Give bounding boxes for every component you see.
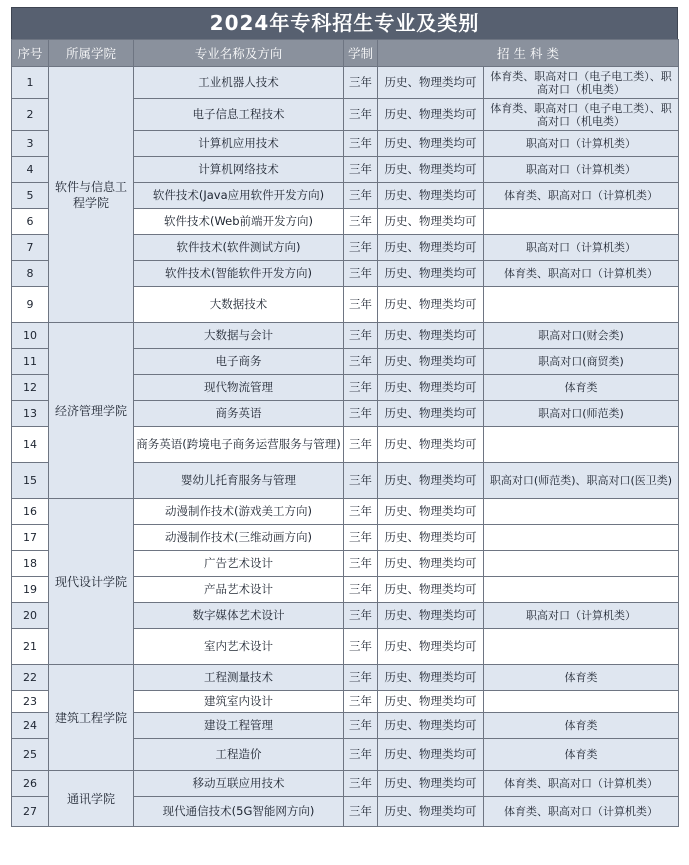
subject-type: 历史、物理类均可 <box>378 235 484 261</box>
row-number: 25 <box>12 739 49 771</box>
subject-type: 历史、物理类均可 <box>378 323 484 349</box>
row-number: 3 <box>12 131 49 157</box>
subject-type: 历史、物理类均可 <box>378 499 484 525</box>
major-name: 现代物流管理 <box>134 375 344 401</box>
major-name: 工程测量技术 <box>134 665 344 691</box>
table-row <box>12 665 679 691</box>
admission-category: 职高对口(师范类) <box>484 401 679 427</box>
admission-category <box>484 287 679 323</box>
major-name: 动漫制作技术(三维动画方向) <box>134 525 344 551</box>
subject-type: 历史、物理类均可 <box>378 713 484 739</box>
row-number: 13 <box>12 401 49 427</box>
header-dept: 所属学院 <box>49 40 134 67</box>
row-number: 19 <box>12 577 49 603</box>
row-number: 5 <box>12 183 49 209</box>
study-length: 三年 <box>344 551 378 577</box>
study-length: 三年 <box>344 349 378 375</box>
study-length: 三年 <box>344 261 378 287</box>
admission-category <box>484 499 679 525</box>
admission-category: 体育类、职高对口（计算机类） <box>484 183 679 209</box>
study-length: 三年 <box>344 525 378 551</box>
study-length: 三年 <box>344 797 378 827</box>
admission-category <box>484 427 679 463</box>
majors-table <box>11 39 679 827</box>
major-name: 大数据技术 <box>134 287 344 323</box>
row-number: 14 <box>12 427 49 463</box>
study-length: 三年 <box>344 463 378 499</box>
major-name: 室内艺术设计 <box>134 629 344 665</box>
admission-category: 职高对口(财会类) <box>484 323 679 349</box>
department-cell: 建筑工程学院 <box>49 665 134 771</box>
row-number: 22 <box>12 665 49 691</box>
row-number: 10 <box>12 323 49 349</box>
row-number: 15 <box>12 463 49 499</box>
row-number: 12 <box>12 375 49 401</box>
admission-category <box>484 209 679 235</box>
table-row <box>12 771 679 797</box>
major-name: 现代通信技术(5G智能网方向) <box>134 797 344 827</box>
study-length: 三年 <box>344 323 378 349</box>
row-number: 20 <box>12 603 49 629</box>
table-body <box>12 67 679 827</box>
admission-category: 体育类、职高对口（计算机类） <box>484 771 679 797</box>
admission-category: 体育类、职高对口（计算机类） <box>484 261 679 287</box>
major-name: 工程造价 <box>134 739 344 771</box>
study-length: 三年 <box>344 67 378 99</box>
admission-category: 职高对口（计算机类） <box>484 131 679 157</box>
row-number: 23 <box>12 691 49 713</box>
subject-type: 历史、物理类均可 <box>378 99 484 131</box>
subject-type: 历史、物理类均可 <box>378 349 484 375</box>
admission-category: 体育类、职高对口（计算机类） <box>484 797 679 827</box>
admission-category <box>484 691 679 713</box>
row-number: 6 <box>12 209 49 235</box>
study-length: 三年 <box>344 157 378 183</box>
subject-type: 历史、物理类均可 <box>378 603 484 629</box>
department-cell: 软件与信息工程学院 <box>49 67 134 323</box>
major-name: 计算机应用技术 <box>134 131 344 157</box>
study-length: 三年 <box>344 401 378 427</box>
header-no: 序号 <box>12 40 49 67</box>
row-number: 16 <box>12 499 49 525</box>
admission-category: 职高对口（计算机类） <box>484 235 679 261</box>
row-number: 17 <box>12 525 49 551</box>
subject-type: 历史、物理类均可 <box>378 401 484 427</box>
study-length: 三年 <box>344 771 378 797</box>
row-number: 2 <box>12 99 49 131</box>
subject-type: 历史、物理类均可 <box>378 551 484 577</box>
major-name: 商务英语 <box>134 401 344 427</box>
enrollment-table-panel <box>11 7 678 827</box>
table-row <box>12 323 679 349</box>
header-length: 学制 <box>344 40 378 67</box>
major-name: 建设工程管理 <box>134 713 344 739</box>
study-length: 三年 <box>344 629 378 665</box>
header-major: 专业名称及方向 <box>134 40 344 67</box>
row-number: 1 <box>12 67 49 99</box>
department-cell: 通讯学院 <box>49 771 134 827</box>
subject-type: 历史、物理类均可 <box>378 797 484 827</box>
admission-category: 体育类、职高对口（电子电工类）、职高对口（机电类） <box>484 99 679 131</box>
study-length: 三年 <box>344 235 378 261</box>
major-name: 软件技术(Web前端开发方向) <box>134 209 344 235</box>
study-length: 三年 <box>344 427 378 463</box>
row-number: 26 <box>12 771 49 797</box>
subject-type: 历史、物理类均可 <box>378 629 484 665</box>
row-number: 8 <box>12 261 49 287</box>
study-length: 三年 <box>344 287 378 323</box>
subject-type: 历史、物理类均可 <box>378 771 484 797</box>
major-name: 软件技术(智能软件开发方向) <box>134 261 344 287</box>
major-name: 婴幼儿托育服务与管理 <box>134 463 344 499</box>
subject-type: 历史、物理类均可 <box>378 67 484 99</box>
major-name: 工业机器人技术 <box>134 67 344 99</box>
major-name: 软件技术(Java应用软件开发方向) <box>134 183 344 209</box>
admission-category: 体育类 <box>484 713 679 739</box>
subject-type: 历史、物理类均可 <box>378 427 484 463</box>
study-length: 三年 <box>344 209 378 235</box>
subject-type: 历史、物理类均可 <box>378 183 484 209</box>
subject-type: 历史、物理类均可 <box>378 375 484 401</box>
admission-category: 体育类、职高对口（电子电工类）、职高对口（机电类） <box>484 67 679 99</box>
subject-type: 历史、物理类均可 <box>378 525 484 551</box>
study-length: 三年 <box>344 183 378 209</box>
study-length: 三年 <box>344 375 378 401</box>
admission-category: 体育类 <box>484 375 679 401</box>
row-number: 11 <box>12 349 49 375</box>
page-title: 2024年专科招生专业及类别 <box>11 7 678 39</box>
subject-type: 历史、物理类均可 <box>378 209 484 235</box>
subject-type: 历史、物理类均可 <box>378 157 484 183</box>
major-name: 产品艺术设计 <box>134 577 344 603</box>
subject-type: 历史、物理类均可 <box>378 463 484 499</box>
admission-category <box>484 551 679 577</box>
admission-category: 职高对口(师范类)、职高对口(医卫类) <box>484 463 679 499</box>
row-number: 9 <box>12 287 49 323</box>
table-header-row <box>12 40 679 67</box>
department-cell: 现代设计学院 <box>49 499 134 665</box>
row-number: 4 <box>12 157 49 183</box>
study-length: 三年 <box>344 131 378 157</box>
study-length: 三年 <box>344 499 378 525</box>
major-name: 动漫制作技术(游戏美工方向) <box>134 499 344 525</box>
admission-category: 职高对口（计算机类） <box>484 603 679 629</box>
study-length: 三年 <box>344 739 378 771</box>
study-length: 三年 <box>344 99 378 131</box>
table-row <box>12 499 679 525</box>
study-length: 三年 <box>344 577 378 603</box>
subject-type: 历史、物理类均可 <box>378 691 484 713</box>
major-name: 大数据与会计 <box>134 323 344 349</box>
major-name: 计算机网络技术 <box>134 157 344 183</box>
subject-type: 历史、物理类均可 <box>378 577 484 603</box>
major-name: 数字媒体艺术设计 <box>134 603 344 629</box>
major-name: 电子信息工程技术 <box>134 99 344 131</box>
study-length: 三年 <box>344 713 378 739</box>
subject-type: 历史、物理类均可 <box>378 739 484 771</box>
admission-category <box>484 629 679 665</box>
study-length: 三年 <box>344 603 378 629</box>
row-number: 18 <box>12 551 49 577</box>
major-name: 商务英语(跨境电子商务运营服务与管理) <box>134 427 344 463</box>
header-category: 招 生 科 类 <box>378 40 679 67</box>
study-length: 三年 <box>344 691 378 713</box>
major-name: 电子商务 <box>134 349 344 375</box>
admission-category: 职高对口(商贸类) <box>484 349 679 375</box>
admission-category: 职高对口（计算机类） <box>484 157 679 183</box>
study-length: 三年 <box>344 665 378 691</box>
major-name: 广告艺术设计 <box>134 551 344 577</box>
admission-category: 体育类 <box>484 739 679 771</box>
admission-category: 体育类 <box>484 665 679 691</box>
row-number: 24 <box>12 713 49 739</box>
admission-category <box>484 525 679 551</box>
table-row <box>12 67 679 99</box>
department-cell: 经济管理学院 <box>49 323 134 499</box>
row-number: 7 <box>12 235 49 261</box>
subject-type: 历史、物理类均可 <box>378 261 484 287</box>
major-name: 移动互联应用技术 <box>134 771 344 797</box>
subject-type: 历史、物理类均可 <box>378 131 484 157</box>
major-name: 建筑室内设计 <box>134 691 344 713</box>
admission-category <box>484 577 679 603</box>
subject-type: 历史、物理类均可 <box>378 287 484 323</box>
subject-type: 历史、物理类均可 <box>378 665 484 691</box>
major-name: 软件技术(软件测试方向) <box>134 235 344 261</box>
row-number: 27 <box>12 797 49 827</box>
row-number: 21 <box>12 629 49 665</box>
